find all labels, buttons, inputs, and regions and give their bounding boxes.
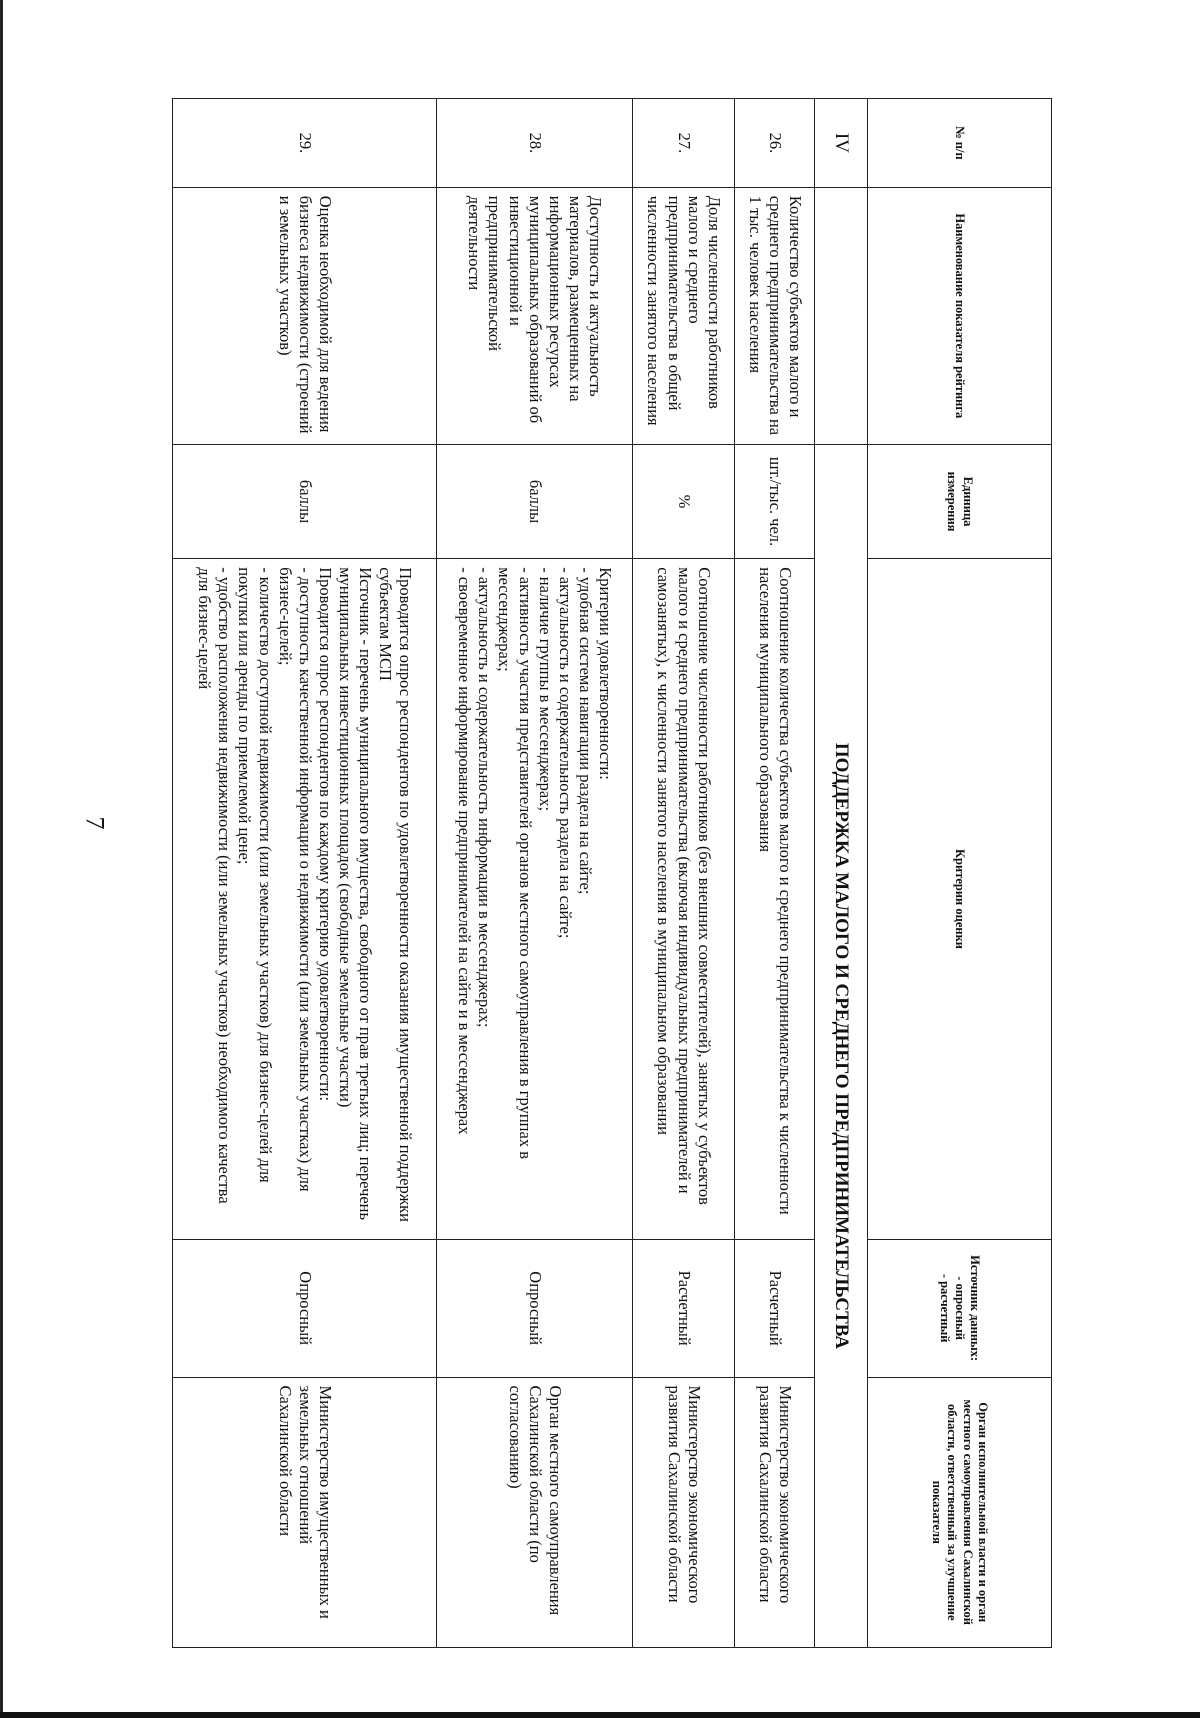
table-row: [735, 99, 815, 1648]
row-source: Опросный: [437, 1239, 632, 1377]
table-header-row: [868, 99, 1052, 1648]
row-num: 28.: [437, 99, 632, 188]
row-source: Расчетный: [735, 1239, 815, 1377]
table-row: [632, 99, 735, 1648]
row-unit: шт./тыс. чел.: [735, 444, 815, 558]
row-criteria: Критерии удовлетворенности: - удобная система навигации раздела на сайте; - актуальность и содержательность раздела на сайте; - наличие группы в мессенджерах; - активность участия представителей органов местного самоуправления в группах в мессенджерах; - актуальность и содержательность информации в мессенджерах; - своевременное информирование предпринимателей на сайте и в мессенджерах: [437, 559, 632, 1240]
page-number: 7: [80, 816, 110, 830]
row-num: 26.: [735, 99, 815, 188]
section-empty: [815, 187, 868, 444]
row-unit: баллы: [437, 444, 632, 558]
row-num: 29.: [173, 99, 438, 188]
header-criteria: Критерии оценки: [868, 559, 1052, 1240]
section-title: ПОДДЕРЖКА МАЛОГО И СРЕДНЕГО ПРЕДПРИНИМАТЕЛЬСТВА: [815, 444, 868, 1647]
row-criteria: Проводится опрос респондентов по удовлетворенности оказания имущественной поддержки субъектам МСП Источник - перечень муниципального имущества, свободного от прав третьих лиц; перечень муниципальных инвестиционных площадок (свободные земельные участки) Проводится опрос респондентов по каждому критерию удовлетворенности: - доступность качественной информации о недвижимости (или земельных участках) для бизнес-целей; - количество доступной недвижимости (или земельных участков) для бизнес-целей для покупки или аренды по приемлемой цене; - удобство расположения недвижимости (или земельных участков) необходимого качества для бизнес-целей: [173, 559, 438, 1240]
row-org: Министерство имущественных и земельных отношений Сахалинской области: [173, 1377, 438, 1647]
row-name: Количество субъектов малого и среднего предпринимательства на 1 тыс. человек населения: [735, 187, 815, 444]
row-criteria: Соотношение численности работников (без внешних совместителей), занятых у субъектов малого и среднего предпринимательства (включая индивидуальных предпринимателей и самозанятых), к численности занятого населения в муниципальном образовании: [632, 559, 735, 1240]
row-org: Орган местного самоуправления Сахалинской области (по согласованию): [437, 1377, 632, 1647]
row-unit: баллы: [173, 444, 438, 558]
section-roman: IV: [815, 99, 868, 188]
row-source: Расчетный: [632, 1239, 735, 1377]
section-row: [815, 99, 868, 1648]
header-unit: Единица измерения: [868, 444, 1052, 558]
table-row: [437, 99, 632, 1648]
row-name: Доля численности работников малого и среднего предпринимательства в общей численности занятого населения: [632, 187, 735, 444]
header-source: Источник данных: - опросный - расчетный: [868, 1239, 1052, 1377]
row-name: Доступность и актуальность материалов, размещенных на информационных ресурсах муниципальных образований об инвестиционной и предпринимательской деятельности: [437, 187, 632, 444]
table-row: [173, 99, 438, 1648]
row-num: 27.: [632, 99, 735, 188]
row-org: Министерство экономического развития Сахалинской области: [632, 1377, 735, 1647]
row-source: Опросный: [173, 1239, 438, 1377]
row-criteria: Соотношение количества субъектов малого и среднего предпринимательства к численности населения муниципального образования: [735, 559, 815, 1240]
row-org: Министерство экономического развития Сахалинской области: [735, 1377, 815, 1647]
header-org: Орган исполнительной власти и орган местного самоуправления Сахалинской области, ответственный за улучшение показателя: [868, 1377, 1052, 1647]
row-unit: %: [632, 444, 735, 558]
header-num: № п/п: [868, 99, 1052, 188]
row-name: Оценка необходимой для ведения бизнеса недвижимости (строений и земельных участков): [173, 187, 438, 444]
header-name: Наименование показателя рейтинга: [868, 187, 1052, 444]
table-container: [172, 98, 1052, 1648]
rating-table: [172, 98, 1052, 1648]
